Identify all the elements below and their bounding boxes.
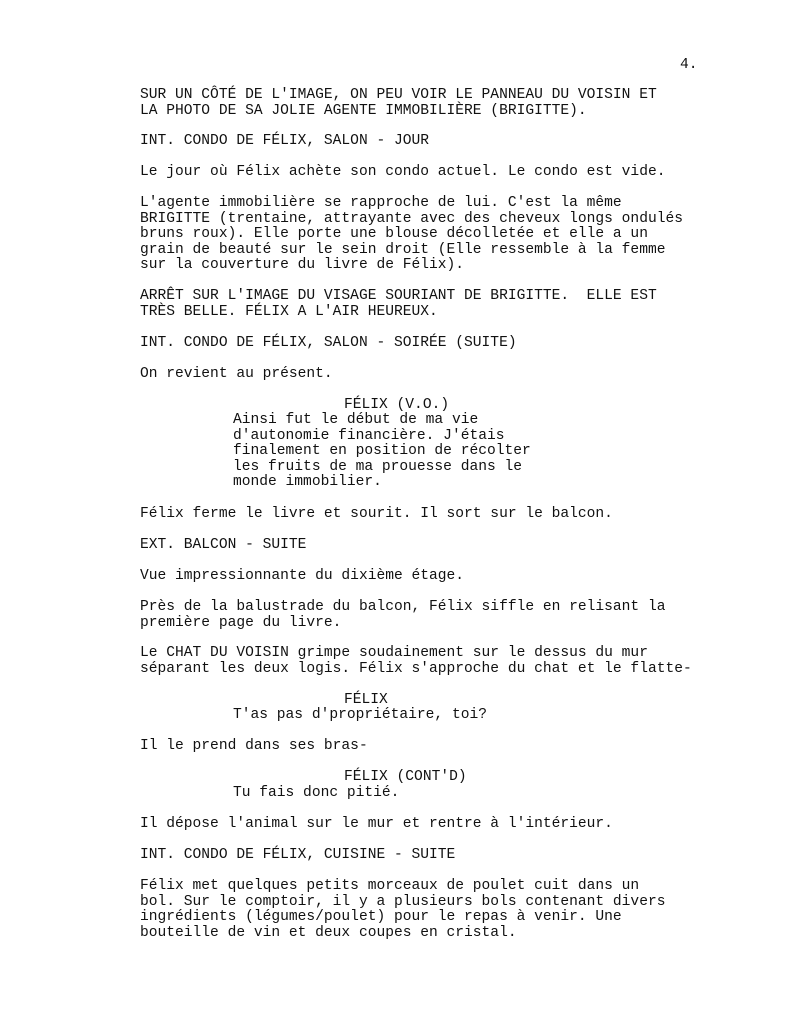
scene-heading: INT. CONDO DE FÉLIX, SALON - SOIRÉE (SUITE) [140,335,517,351]
action-paragraph: Félix met quelques petits morceaux de poulet cuit dans un bol. Sur le comptoir, il y a plusieurs bols contenant divers ingrédients (légumes/poulet) pour le repas à venir. Une bouteille de vin et deux coupes en cristal. [140,878,666,941]
character-name: FÉLIX (V.O.) [344,397,450,413]
dialogue: Ainsi fut le début de ma vie d'autonomie financière. J'étais finalement en position de récolter les fruits de ma prouesse dans le monde immobilier. [233,412,531,490]
action-paragraph: Il le prend dans ses bras- [140,738,368,754]
dialogue: T'as pas d'propriétaire, toi? [233,707,487,723]
scene-heading: EXT. BALCON - SUITE [140,537,307,553]
action-paragraph: Vue impressionnante du dixième étage. [140,568,465,584]
action-paragraph: Félix ferme le livre et sourit. Il sort sur le balcon. [140,506,613,522]
action-paragraph: L'agente immobilière se rapproche de lui. C'est la même BRIGITTE (trentaine, attrayante avec des cheveux longs ondulés bruns roux). Elle porte une blouse décolletée et elle a un grain de beauté sur le sein droit (Elle ressemble à la femme sur la couverture du livre de Félix). [140,195,683,273]
dialogue: Tu fais donc pitié. [233,785,400,801]
action-paragraph: SUR UN CÔTÉ DE L'IMAGE, ON PEU VOIR LE PANNEAU DU VOISIN ET LA PHOTO DE SA JOLIE AGENTE IMMOBILIÈRE (BRIGITTE). [140,87,657,119]
action-paragraph: Près de la balustrade du balcon, Félix siffle en relisant la première page du livre. [140,599,666,631]
action-paragraph: Le jour où Félix achète son condo actuel. Le condo est vide. [140,164,666,180]
scene-heading: INT. CONDO DE FÉLIX, CUISINE - SUITE [140,847,456,863]
character-name: FÉLIX [344,692,388,708]
scene-heading: INT. CONDO DE FÉLIX, SALON - JOUR [140,133,430,149]
action-paragraph: On revient au présent. [140,366,333,382]
action-paragraph: ARRÊT SUR L'IMAGE DU VISAGE SOURIANT DE BRIGITTE. ELLE EST TRÈS BELLE. FÉLIX A L'AIR HEUREUX. [140,288,657,320]
character-name: FÉLIX (CONT'D) [344,769,467,785]
action-paragraph: Le CHAT DU VOISIN grimpe soudainement sur le dessus du mur séparant les deux logis. Félix s'approche du chat et le flatte- [140,645,692,677]
action-paragraph: Il dépose l'animal sur le mur et rentre à l'intérieur. [140,816,613,832]
page-number: 4. [680,57,698,73]
